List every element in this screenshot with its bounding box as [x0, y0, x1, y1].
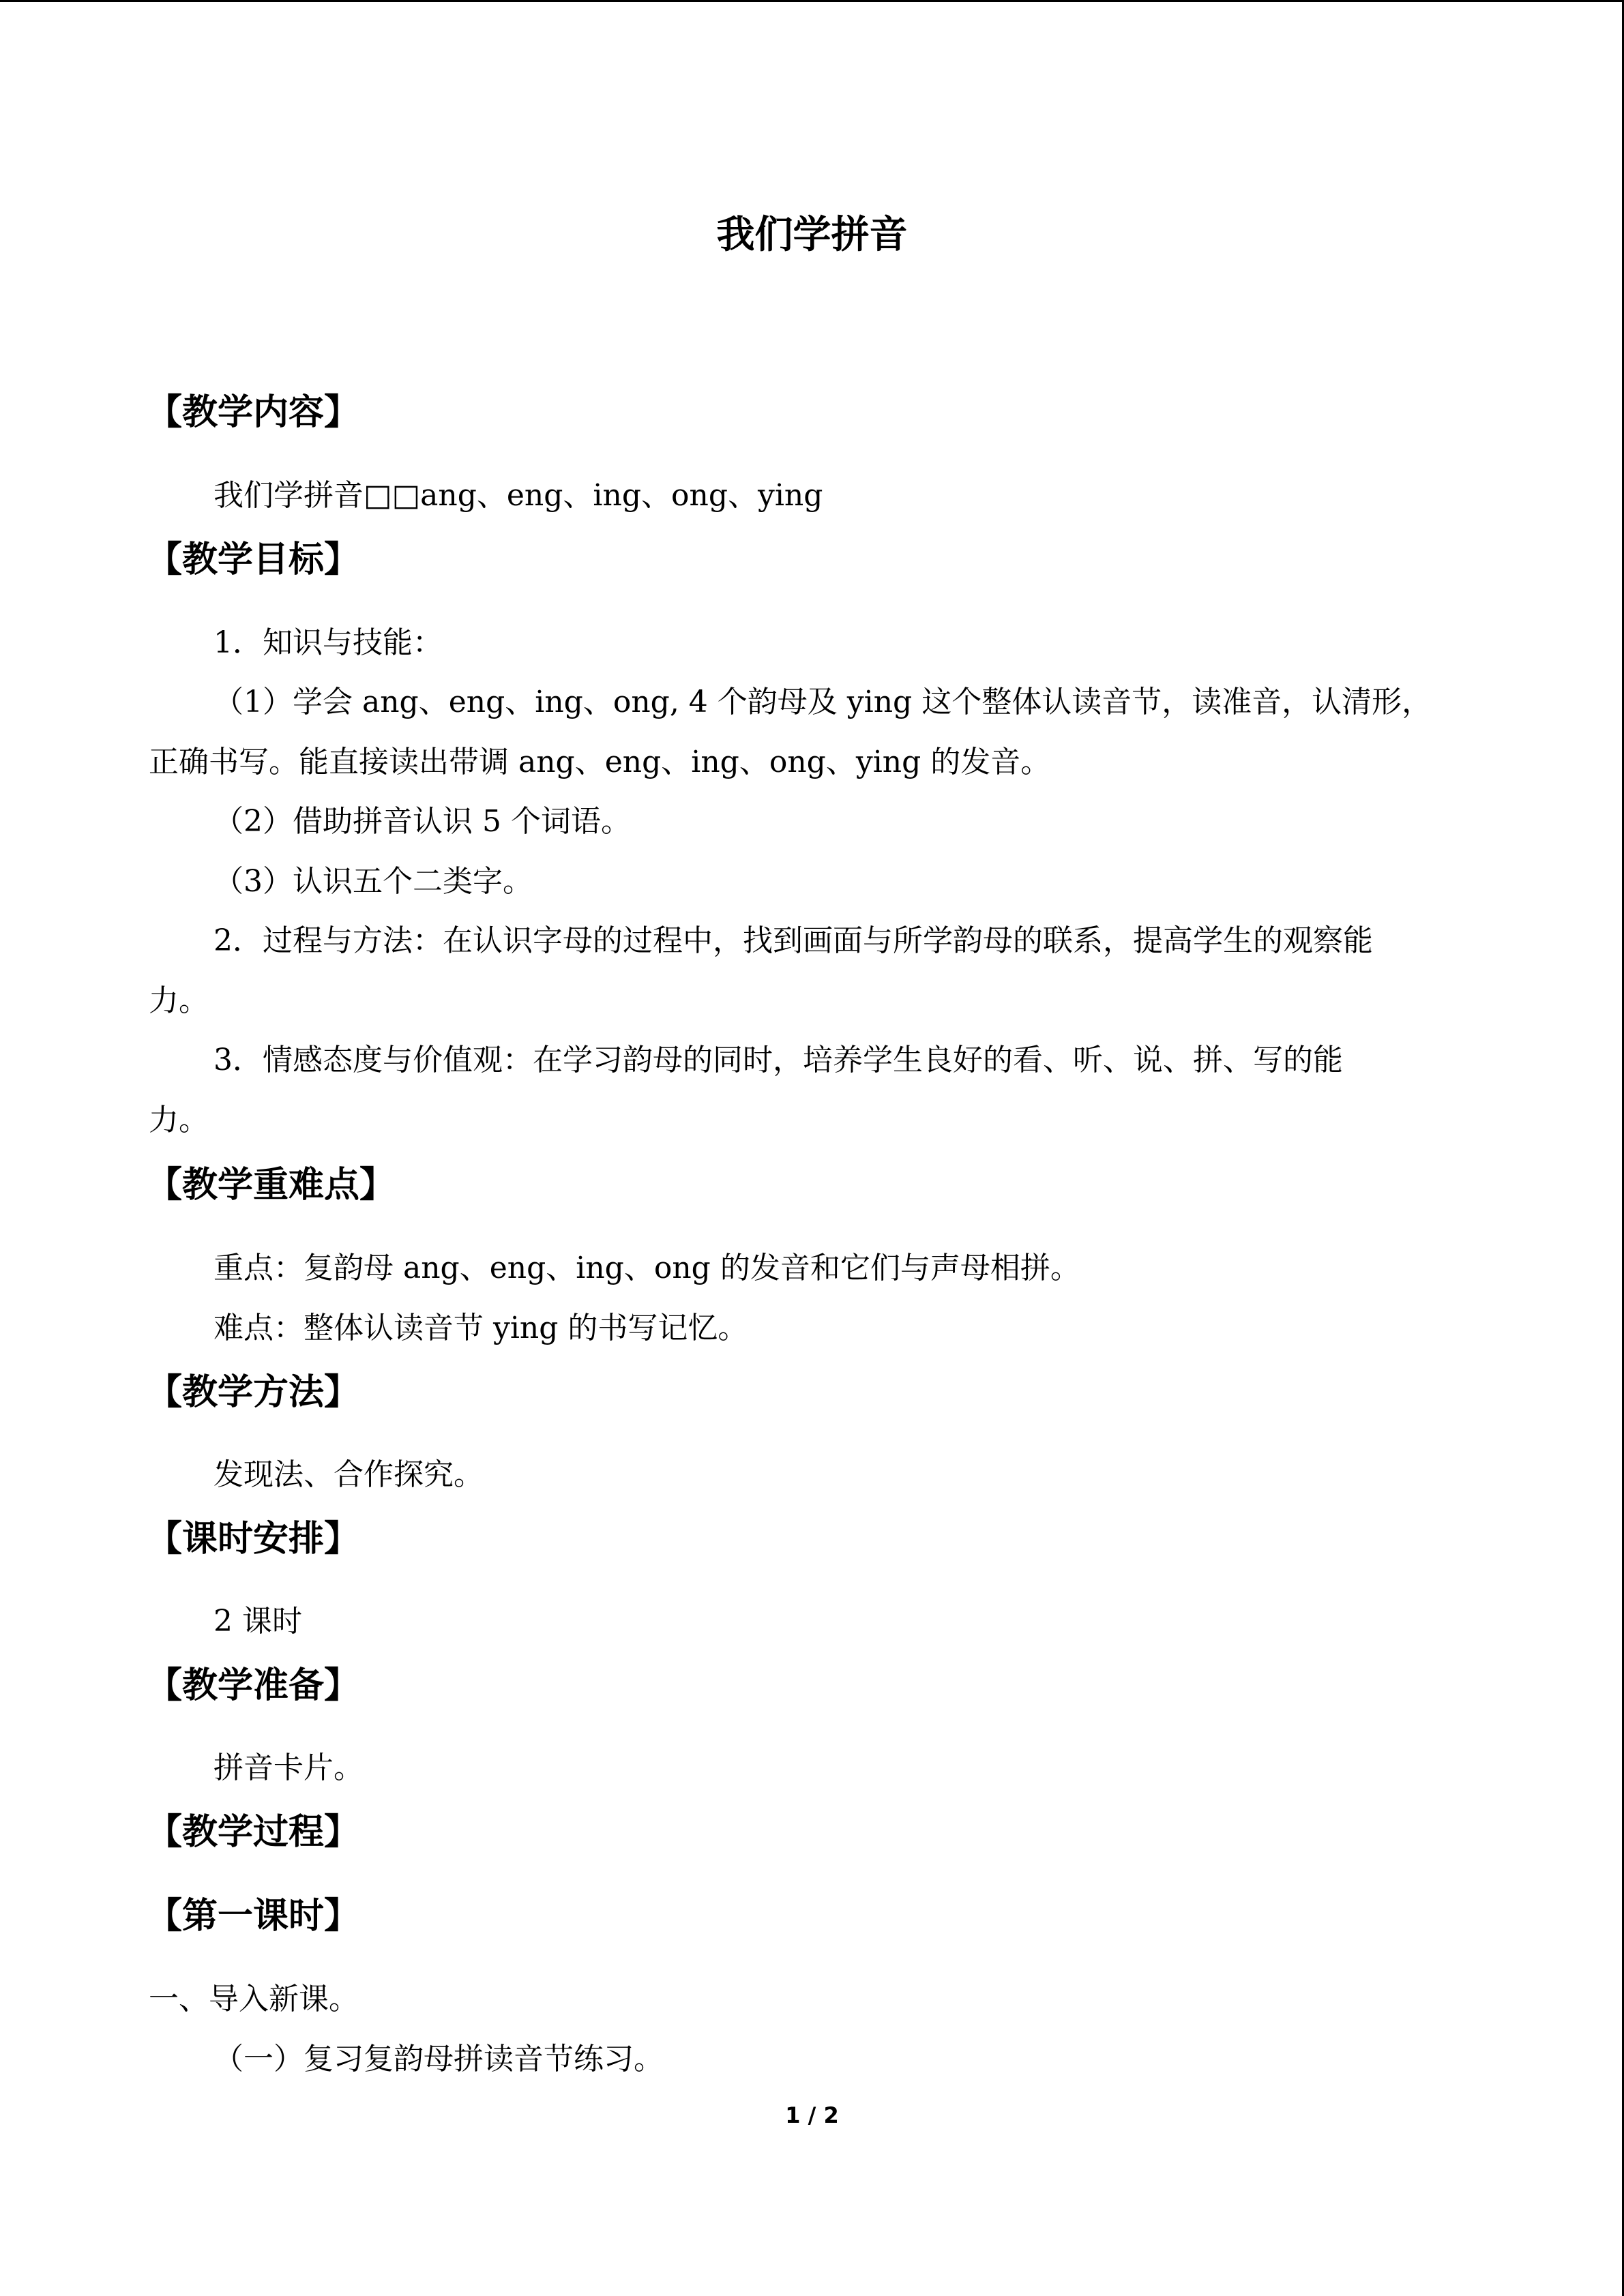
- heading-teaching-content: 【教学内容】: [147, 392, 360, 433]
- goal-item-3a: 3．情感态度与价值观：在学习韵母的同时，培养学生良好的看、听、说、拼、写的能: [213, 1043, 1343, 1077]
- heading-schedule: 【课时安排】: [147, 1519, 360, 1560]
- goal-item-1-1b: 正确书写。能直接读出带调 ang、eng、ing、ong、ying 的发音。: [149, 745, 1051, 779]
- document-title: 我们学拼音: [716, 213, 908, 257]
- heading-first-lesson: 【第一课时】: [147, 1896, 360, 1937]
- lesson-step-1-1: （一）复习复韵母拼读音节练习。: [213, 2042, 664, 2076]
- key-point-difficulty: 难点：整体认读音节 ying 的书写记忆。: [213, 1311, 748, 1345]
- goal-item-3b: 力。: [149, 1103, 209, 1137]
- heading-teaching-goals: 【教学目标】: [147, 539, 360, 580]
- lesson-step-1: 一、导入新课。: [149, 1982, 359, 2016]
- content-line: 我们学拼音□□ang、eng、ing、ong、ying: [213, 478, 823, 513]
- heading-key-points: 【教学重难点】: [147, 1165, 396, 1206]
- key-point-focus: 重点：复韵母 ang、eng、ing、ong 的发音和它们与声母相拼。: [213, 1251, 1080, 1285]
- goal-item-2b: 力。: [149, 983, 209, 1018]
- heading-preparation: 【教学准备】: [147, 1665, 360, 1706]
- goal-item-1: 1．知识与技能：: [213, 625, 443, 660]
- goal-item-1-1a: （1）学会 ang、eng、ing、ong, 4 个韵母及 ying 这个整体认读音节，读准音，认清形，: [213, 685, 1432, 719]
- heading-teaching-method: 【教学方法】: [147, 1372, 360, 1413]
- method-line: 发现法、合作探究。: [213, 1457, 484, 1492]
- preparation-line: 拼音卡片。: [213, 1750, 364, 1785]
- page-number: 1 / 2: [785, 2102, 839, 2128]
- schedule-line: 2 课时: [213, 1604, 302, 1639]
- goal-item-1-3: （3）认识五个二类字。: [213, 864, 533, 899]
- goal-item-1-2: （2）借助拼音认识 5 个词语。: [213, 804, 631, 839]
- heading-teaching-process: 【教学过程】: [147, 1812, 360, 1853]
- goal-item-2a: 2．过程与方法：在认识字母的过程中，找到画面与所学韵母的联系，提高学生的观察能: [213, 923, 1373, 958]
